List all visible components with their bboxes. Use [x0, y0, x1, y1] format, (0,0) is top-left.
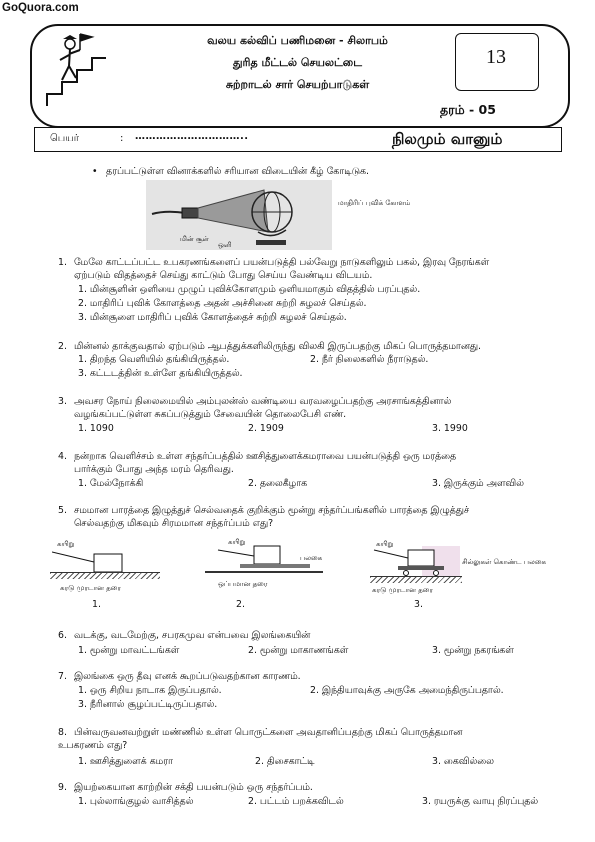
- rough-floor-3: [370, 576, 462, 583]
- question-number: 7.: [58, 671, 67, 682]
- question-text: பார்க்கும் போது அந்த மரம் தெரிவது.: [74, 464, 234, 475]
- site-watermark: GoQuora.com: [2, 2, 79, 14]
- answer-option[interactable]: 2. 1909: [248, 423, 284, 434]
- answer-option[interactable]: 2. மூன்று மாகாணங்கள்: [248, 645, 349, 656]
- answer-option[interactable]: 3. 1990: [432, 423, 468, 434]
- question-text: இயற்கையான காற்றின் சக்தி பயன்படும் ஒரு சந்தர்ப்பம்.: [74, 782, 313, 793]
- answer-option[interactable]: 1. திறந்த வெளியில் தங்கியிருத்தல்.: [78, 354, 230, 365]
- header-line-sheet: துரித மீட்டல் செயலட்டை: [233, 56, 362, 69]
- torch-globe-figure: [146, 180, 332, 250]
- answer-option[interactable]: 3. மின்சூளை மாதிரிப் புவிக் கோளத்தைச் சுற்றி சுழலச் செய்தல்.: [78, 312, 347, 323]
- question-text: வடக்கு, வடமேற்கு, சபரகமுவ என்பவை இலங்கையின்: [74, 630, 311, 641]
- question-text: உபகரணம் எது?: [58, 740, 128, 751]
- answer-option[interactable]: 2. நீர் நிலைகளில் நீராடுதல்.: [310, 354, 429, 365]
- question-number: 1.: [58, 257, 67, 268]
- answer-option[interactable]: 1. புல்லாங்குழல் வாசித்தல்: [78, 796, 194, 807]
- header-line-subject: சுற்றாடல் சார் செயற்பாடுகள்: [225, 78, 370, 91]
- answer-option[interactable]: 1. ஊசித்துளைக் கமரா: [78, 756, 173, 767]
- wheels-label: சில்லுகள் கொண்ட பலகை: [462, 558, 546, 566]
- answer-option[interactable]: 3. கட்டடத்தின் உள்ளே தங்கியிருத்தல்.: [78, 368, 243, 379]
- question-number: 4.: [58, 451, 67, 462]
- question-text: செல்வதற்கு மிகவும் சிரமமான சந்தர்ப்பம் எது?: [74, 518, 274, 529]
- question-number: 9.: [58, 782, 67, 793]
- topic-title: நிலமும் வானும்: [392, 130, 503, 148]
- answer-option[interactable]: 2. திசைகாட்டி: [255, 756, 315, 767]
- question-text: நன்றாக வெளிச்சம் உள்ள சந்தர்ப்பத்தில் ஊசித்துளைக்கமராவை பயன்படுத்தி ஒரு மரத்தை: [74, 451, 457, 462]
- answer-option[interactable]: 1. மேல்நோக்கி: [78, 478, 144, 489]
- answer-option[interactable]: 3. ரயருக்கு வாயு நிரப்புதல்: [422, 796, 539, 807]
- figure-option[interactable]: 3.: [414, 599, 423, 610]
- floor-label: கரடு முரடான தரை: [372, 586, 433, 594]
- load-wheeled-plank-figure: [372, 546, 462, 578]
- answer-option[interactable]: 3. மூன்று நகரங்கள்: [432, 645, 514, 656]
- header-line-zone: வலய கல்விப் பணிமனை - சிலாபம்: [207, 34, 388, 47]
- answer-option[interactable]: 3. நீரினால் சூழப்பட்டிருப்பதால்.: [78, 699, 218, 710]
- question-text: சமமான பாரத்தை இழுத்துச் செல்வதைக் குறிக்கும் மூன்று சந்தர்ப்பங்களில் பாரத்தை இழுத்துச்: [74, 505, 470, 516]
- smooth-floor: [205, 571, 323, 573]
- question-number: 6.: [58, 630, 67, 641]
- rough-floor-1: [50, 572, 160, 579]
- sheet-number: 13: [486, 46, 506, 68]
- floor-label: ஒப்பமான தரை: [218, 580, 268, 588]
- answer-option[interactable]: 1. ஒரு சிறிய நாடாக இருப்பதால்.: [78, 685, 222, 696]
- answer-option[interactable]: 2. தலைகீழாக: [248, 478, 308, 489]
- globe-label: மாதிரிப் புவிக் கோளம்: [338, 199, 411, 207]
- instruction-bullet: •: [92, 166, 98, 177]
- question-text: வழங்கப்பட்டுள்ள சுகப்படுத்தும் சேவையின் தொலைபேசி எண்.: [74, 409, 347, 420]
- rope-label: கயிறு: [228, 538, 246, 546]
- grade-label: தரம் - 05: [440, 102, 496, 117]
- figure-option[interactable]: 2.: [236, 599, 245, 610]
- question-number: 8.: [58, 727, 67, 738]
- rope-label: கயிறு: [57, 540, 75, 548]
- answer-option[interactable]: 1. 1090: [78, 423, 114, 434]
- question-text: பின்வருவனவற்றுள் மண்ணில் உள்ள பொருட்களை அவதானிப்பதற்கு மிகப் பொருத்தமான: [74, 727, 463, 738]
- answer-option[interactable]: 2. இந்தியாவுக்கு அருகே அமைந்திருப்பதால்.: [310, 685, 504, 696]
- question-text: மேலே காட்டப்பட்ட உபகரணங்களைப் பயன்படுத்தி பல்வேறு நாடுகளிலும் பகல், இரவு நேரங்கள்: [74, 257, 490, 268]
- answer-option[interactable]: 3. கைவில்லை: [432, 756, 494, 767]
- question-text: இலங்கை ஒரு தீவு எனக் கூறப்படுவதற்கான காரணம்.: [74, 671, 301, 682]
- answer-option[interactable]: 1. மூன்று மாவட்டங்கள்: [78, 645, 180, 656]
- question-text: ஏற்படும் விதத்தைச் செய்து காட்டும் போது செய்ய வேண்டிய விடயம்.: [74, 270, 373, 281]
- question-number: 2.: [58, 341, 67, 352]
- answer-option[interactable]: 1. மின்சூளின் ஒளியை முழுப் புவிக்கோளமும் ஒளியமாகும் விதத்தில் பரப்புதல்.: [78, 284, 421, 295]
- name-label: பெயர்: [50, 133, 80, 144]
- name-colon: :: [120, 133, 124, 144]
- question-number: 5.: [58, 505, 67, 516]
- question-text: மின்னல் தாக்குவதால் ஏற்படும் ஆபத்துக்களிலிருந்து விலகி இருப்பதற்கு மிகப் பொருத்தமானது.: [74, 341, 482, 352]
- rope-label: கயிறு: [376, 540, 394, 548]
- plank-label: பலகை: [300, 554, 323, 562]
- answer-option[interactable]: 3. இருக்கும் அளவில்: [432, 478, 524, 489]
- light-label: ஒளி: [218, 241, 232, 249]
- answer-option[interactable]: 2. பட்டம் பறக்கவிடல்: [248, 796, 344, 807]
- instruction-text: தரப்பட்டுள்ள வினாக்களில் சரியான விடையின் கீழ் கோடிடுக.: [106, 166, 369, 177]
- floor-label: கரடு முரடான தரை: [60, 584, 121, 592]
- name-field[interactable]: …………………………..: [135, 131, 249, 142]
- answer-option[interactable]: 2. மாதிரிப் புவிக் கோளத்தை அதன் அச்சினை சுற்றி சுழலச் செய்தல்.: [78, 298, 367, 309]
- question-text: அவசர நோய் நிலைமையில் அம்புலன்ஸ் வண்டியை வரவழைப்பதற்கு அரசாங்கத்தினால்: [74, 396, 452, 407]
- figure-option[interactable]: 1.: [92, 599, 101, 610]
- question-number: 3.: [58, 396, 67, 407]
- torch-label: மின் சூள்: [180, 235, 209, 243]
